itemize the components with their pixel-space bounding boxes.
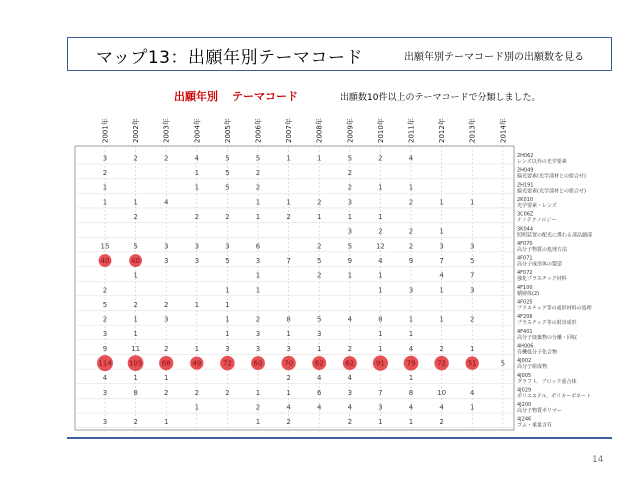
data-value-label: 2 <box>316 198 322 207</box>
footer-divider <box>67 437 612 439</box>
row-code-label: 4F206 <box>517 314 533 321</box>
data-value-label: 1 <box>255 286 261 295</box>
row-description-label: プラスチック等の成形材料の処理 <box>517 305 592 312</box>
data-value-label: 62 <box>345 359 355 368</box>
data-value-label: 1 <box>255 198 261 207</box>
x-tick-label: 2007年 <box>285 118 294 143</box>
data-value-label: 1 <box>102 183 108 192</box>
data-value-label: 5 <box>225 183 230 192</box>
data-value-label: 2 <box>102 286 108 295</box>
data-value-label: 1 <box>439 227 444 236</box>
data-value-label: 4 <box>378 256 383 265</box>
chart-heading-left: 出願年別 <box>174 90 218 103</box>
data-value-label: 6 <box>316 388 322 397</box>
data-value-label: 1 <box>194 300 200 309</box>
data-value-label: 1 <box>225 330 230 339</box>
data-value-label: 15 <box>100 242 110 251</box>
data-value-label: 1 <box>378 344 383 353</box>
data-value-label: 68 <box>161 359 171 368</box>
data-value-label: 2 <box>102 169 108 178</box>
row-description-label: プラスチック等の射出成形 <box>517 320 577 327</box>
data-value-label: 1 <box>439 315 444 324</box>
data-value-label: 8 <box>133 388 138 397</box>
data-value-label: 2 <box>347 169 353 178</box>
data-value-label: 2 <box>102 315 108 324</box>
x-tick-label: 2013年 <box>468 118 477 143</box>
data-value-label: 1 <box>439 286 444 295</box>
row-description-label: レンズ以外の光学要素 <box>517 159 567 165</box>
data-value-label: 1 <box>316 213 322 221</box>
data-value-label: 105 <box>128 359 143 368</box>
data-value-label: 1 <box>286 198 291 207</box>
data-value-label: 1 <box>408 315 414 324</box>
data-value-label: 40 <box>100 256 110 265</box>
data-value-label: 72 <box>437 359 447 368</box>
row-code-label: 2K010 <box>517 196 534 203</box>
data-value-label: 3 <box>102 388 108 397</box>
data-value-label: 2 <box>408 242 414 251</box>
data-value-label: 2 <box>439 418 444 427</box>
data-value-label: 5 <box>255 154 261 163</box>
data-value-label: 3 <box>102 330 108 339</box>
data-value-label: 2 <box>194 388 200 397</box>
data-value-label: 5 <box>347 242 353 251</box>
data-value-label: 2 <box>286 418 291 427</box>
data-value-label: 1 <box>255 213 261 221</box>
data-value-label: 1 <box>194 344 200 353</box>
data-value-label: 1 <box>163 374 169 383</box>
data-value-label: 2 <box>378 227 383 236</box>
data-value-label: 4 <box>469 388 475 397</box>
chart-heading-right: テーマコード <box>232 90 298 103</box>
row-code-label: 4F025 <box>517 299 533 306</box>
data-value-label: 1 <box>286 330 291 339</box>
data-value-label: 1 <box>133 271 138 280</box>
slide-title: マップ13：出願年別テーマコード <box>96 48 363 68</box>
data-value-label: 60 <box>253 359 263 368</box>
row-description-label: 高分子物質ポリマー <box>517 408 562 415</box>
row-description-label: 積層体(2) <box>517 290 540 297</box>
data-value-label: 2 <box>316 242 322 251</box>
x-tick-label: 2009年 <box>346 118 355 143</box>
data-value-label: 7 <box>286 256 291 265</box>
data-value-label: 1 <box>255 271 261 280</box>
data-value-label: 5 <box>500 359 506 368</box>
row-code-label: 2H191 <box>517 182 534 189</box>
row-description-label: 照明装置の配光に係わる部品細部 <box>517 232 593 239</box>
data-value-label: 4 <box>408 403 414 412</box>
data-value-label: 5 <box>316 256 322 265</box>
data-value-label: 1 <box>102 198 108 207</box>
data-value-label: 4 <box>347 403 353 412</box>
data-value-label: 3 <box>225 242 230 251</box>
row-code-label: 3C06Z <box>517 211 534 218</box>
data-value-label: 3 <box>255 330 261 339</box>
x-tick-label: 2012年 <box>438 118 447 143</box>
row-code-label: 2H049 <box>517 167 534 174</box>
x-tick-label: 2008年 <box>315 118 324 143</box>
page-number: 14 <box>592 455 604 465</box>
data-value-label: 8 <box>408 388 414 397</box>
data-value-label: 4 <box>347 374 353 383</box>
data-value-label: 1 <box>316 344 322 353</box>
data-value-label: 3 <box>194 256 200 265</box>
data-value-label: 2 <box>255 183 261 192</box>
row-description-label: 高分子成形体の製造 <box>517 261 563 268</box>
x-tick-label: 2006年 <box>254 118 263 143</box>
data-value-label: 2 <box>439 344 444 353</box>
data-value-label: 1 <box>408 374 414 383</box>
row-code-label: 4J246 <box>517 416 532 423</box>
data-value-label: 2 <box>133 213 138 221</box>
data-value-label: 3 <box>102 418 108 427</box>
slide-subtitle: 出願年別テーマコード別の出願数を見る <box>404 52 584 63</box>
row-description-label: ナノテクノロジー <box>517 217 557 224</box>
data-value-label: 1 <box>408 330 414 339</box>
data-value-label: 91 <box>375 359 385 368</box>
data-value-label: 9 <box>347 256 353 265</box>
data-value-label: 1 <box>347 271 353 280</box>
data-value-label: 3 <box>163 315 169 324</box>
data-value-label: 2 <box>133 154 138 163</box>
data-value-label: 1 <box>286 388 291 397</box>
data-value-label: 4 <box>439 271 444 280</box>
data-value-label: 2 <box>347 183 353 192</box>
data-value-label: 5 <box>225 154 230 163</box>
row-code-label: 3K044 <box>517 226 534 233</box>
data-value-label: 4 <box>102 374 108 383</box>
data-value-label: 5 <box>225 169 230 178</box>
data-value-label: 1 <box>469 344 475 353</box>
data-value-label: 5 <box>469 256 475 265</box>
data-value-label: 70 <box>284 359 294 368</box>
data-value-label: 3 <box>408 286 414 295</box>
x-tick-label: 2014年 <box>499 118 508 143</box>
x-tick-label: 2001年 <box>101 118 110 143</box>
data-value-label: 1 <box>316 154 322 163</box>
data-value-label: 3 <box>163 242 169 251</box>
row-description-label: 強化プラスチック材料 <box>517 276 567 283</box>
row-description-label: ポリエステル、ポリカーボネート <box>517 393 592 400</box>
data-value-label: 3 <box>316 330 322 339</box>
data-value-label: 3 <box>347 227 353 236</box>
row-code-label: 4F401 <box>517 328 533 335</box>
data-value-label: 2 <box>347 344 353 353</box>
row-description-label: 光学要素・レンズ <box>517 202 557 209</box>
data-value-label: 1 <box>133 330 138 339</box>
data-value-label: 79 <box>406 359 416 368</box>
data-value-label: 2 <box>194 213 200 221</box>
data-value-label: 3 <box>194 242 200 251</box>
data-value-label: 1 <box>378 183 383 192</box>
data-value-label: 1 <box>163 418 169 427</box>
row-code-label: 4J002 <box>517 358 532 365</box>
data-value-label: 2 <box>163 344 169 353</box>
data-value-label: 1 <box>255 418 261 427</box>
data-value-label: 2 <box>316 271 322 280</box>
row-code-label: 4H006 <box>517 343 534 350</box>
data-value-label: 3 <box>347 198 353 207</box>
x-tick-label: 2004年 <box>193 118 202 143</box>
data-value-label: 51 <box>467 359 477 368</box>
row-code-label: 2H062 <box>517 153 534 159</box>
data-value-label: 2 <box>163 154 169 163</box>
data-value-label: 2 <box>347 418 353 427</box>
data-value-label: 7 <box>378 388 383 397</box>
data-value-label: 72 <box>222 359 232 368</box>
data-value-label: 1 <box>378 286 383 295</box>
data-value-label: 1 <box>439 198 444 207</box>
row-code-label: 4F071 <box>517 255 533 262</box>
data-value-label: 114 <box>98 359 112 368</box>
row-code-label: 4F100 <box>517 284 533 291</box>
data-value-label: 5 <box>133 242 138 251</box>
data-value-label: 1 <box>378 213 383 221</box>
data-value-label: 2 <box>469 315 475 324</box>
data-value-label: 5 <box>316 315 322 324</box>
row-description-label: 高分子物質の処理方法 <box>517 246 568 253</box>
data-value-label: 1 <box>408 183 414 192</box>
row-description-label: グラフト、ブロック重合体 <box>517 378 577 385</box>
data-value-label: 3 <box>378 403 383 412</box>
row-code-label: 4F072 <box>517 270 533 277</box>
row-description-label: 高分子廃棄物の分離・回収 <box>517 334 578 341</box>
data-value-label: 11 <box>131 344 141 353</box>
row-code-label: 4J200 <box>517 402 532 409</box>
data-value-label: 1 <box>286 154 291 163</box>
data-value-label: 9 <box>408 256 414 265</box>
data-value-label: 4 <box>163 198 169 207</box>
data-value-label: 4 <box>439 403 444 412</box>
data-value-label: 2 <box>133 418 138 427</box>
data-value-label: 2 <box>133 300 138 309</box>
data-value-label: 3 <box>225 344 230 353</box>
x-tick-label: 2010年 <box>376 118 385 143</box>
row-code-label: 4J029 <box>517 387 532 394</box>
data-value-label: 1 <box>225 300 230 309</box>
data-value-label: 1 <box>194 169 200 178</box>
x-tick-label: 2003年 <box>162 118 171 143</box>
row-code-label: 4F070 <box>517 240 533 247</box>
data-value-label: 5 <box>347 154 353 163</box>
x-tick-label: 2005年 <box>223 118 232 143</box>
data-value-label: 1 <box>194 183 200 192</box>
data-value-label: 1 <box>133 315 138 324</box>
data-value-label: 40 <box>131 256 141 265</box>
data-value-label: 1 <box>194 403 200 412</box>
data-value-label: 2 <box>408 198 414 207</box>
data-value-label: 3 <box>102 154 108 163</box>
data-value-label: 1 <box>408 418 414 427</box>
data-value-label: 3 <box>163 256 169 265</box>
data-value-label: 7 <box>439 256 444 265</box>
data-value-label: 2 <box>255 403 261 412</box>
data-value-label: 1 <box>469 403 475 412</box>
data-value-label: 3 <box>469 286 475 295</box>
data-value-label: 1 <box>378 271 383 280</box>
data-value-label: 4 <box>408 344 414 353</box>
data-value-label: 1 <box>133 198 138 207</box>
data-value-label: 2 <box>286 374 291 383</box>
data-value-label: 1 <box>133 374 138 383</box>
data-value-label: 4 <box>286 403 291 412</box>
data-value-label: 9 <box>102 344 108 353</box>
data-value-label: 1 <box>255 388 261 397</box>
data-value-label: 4 <box>316 403 322 412</box>
data-value-label: 4 <box>408 154 414 163</box>
row-description-label: 高分子組成物 <box>517 364 548 371</box>
data-value-label: 8 <box>378 315 383 324</box>
data-value-label: 3 <box>469 242 475 251</box>
data-value-label: 2 <box>255 169 261 178</box>
data-value-label: 2 <box>225 213 230 221</box>
data-value-label: 1 <box>378 418 383 427</box>
data-value-label: 5 <box>102 300 108 309</box>
data-value-label: 7 <box>469 271 475 280</box>
row-code-label: 4J005 <box>517 372 532 379</box>
data-value-label: 3 <box>255 256 261 265</box>
data-value-label: 2 <box>225 388 230 397</box>
data-value-label: 2 <box>378 154 383 163</box>
data-value-label: 5 <box>225 256 230 265</box>
data-value-label: 62 <box>314 359 324 368</box>
data-value-label: 1 <box>225 315 230 324</box>
plot-frame <box>75 146 514 430</box>
data-value-label: 4 <box>316 374 322 383</box>
data-value-label: 1 <box>347 213 353 221</box>
data-value-label: 49 <box>192 359 202 368</box>
data-value-label: 1 <box>378 330 383 339</box>
data-value-label: 3 <box>286 344 291 353</box>
x-tick-label: 2011年 <box>407 118 416 143</box>
data-value-label: 10 <box>437 388 447 397</box>
data-value-label: 3 <box>347 388 353 397</box>
data-value-label: 3 <box>255 344 261 353</box>
row-description-label: 偏光要素(光学部材との組合せ) <box>517 173 586 180</box>
data-value-label: 2 <box>163 300 169 309</box>
row-description-label: ゴム・重量含有 <box>517 422 553 429</box>
data-value-label: 12 <box>375 242 385 251</box>
data-value-label: 8 <box>286 315 291 324</box>
x-tick-label: 2002年 <box>132 118 141 143</box>
data-value-label: 4 <box>347 315 353 324</box>
row-description-label: 偏光要素(光学部材との組合せ) <box>517 188 586 195</box>
data-value-label: 6 <box>255 242 261 251</box>
data-value-label: 2 <box>255 315 261 324</box>
data-value-label: 4 <box>194 154 200 163</box>
data-value-label: 1 <box>469 198 475 207</box>
chart-note: 出願数10件以上のテーマコードで分類しました。 <box>340 93 541 103</box>
data-value-label: 2 <box>163 388 169 397</box>
data-value-label: 3 <box>439 242 444 251</box>
row-description-label: 有機低分子化合物 <box>517 349 558 356</box>
data-value-label: 2 <box>286 213 291 221</box>
data-value-label: 2 <box>408 227 414 236</box>
data-value-label: 1 <box>225 286 230 295</box>
